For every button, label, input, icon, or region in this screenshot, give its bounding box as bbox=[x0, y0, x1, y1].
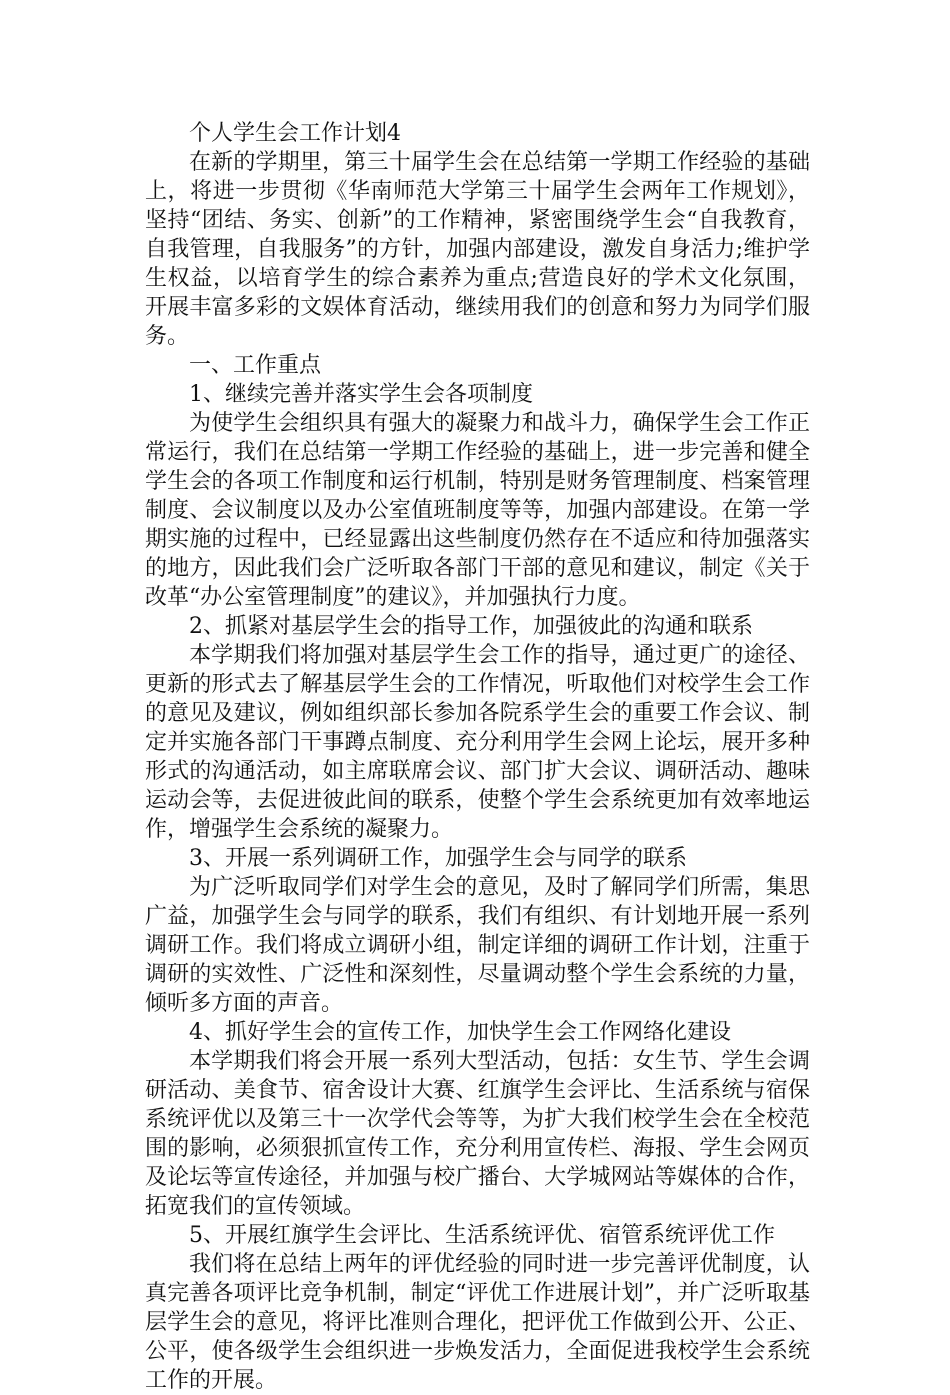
item-heading-5: 5、开展红旗学生会评比、生活系统评优、宿管系统评优工作 bbox=[189, 1223, 775, 1248]
document-title: 个人学生会工作计划4 bbox=[189, 121, 401, 146]
intro-paragraph: 在新的学期里，第三十届学生会在总结第一学期工作经验的基础上，将进一步贯彻《华南师范大学第三十届学生会两年工作规划》，坚持“团结、务实、创新”的工作精神，紧密围绕学生会“自我教育，自我管理，自我服务”的方针，加强内部建设，激发自身活力;维护学生权益，以培育学生的综合素养为重点;营造良好的学术文化氛围，开展丰富多彩的文娱体育活动，继续用我们的创意和努力为同学们服务。 bbox=[145, 150, 810, 349]
item-body-1: 为使学生会组织具有强大的凝聚力和战斗力，确保学生会工作正常运行，我们在总结第一学期工作经验的基础上，进一步完善和健全学生会的各项工作制度和运行机制，特别是财务管理制度、档案管理制度、会议制度以及办公室值班制度等等，加强内部建设。在第一学期实施的过程中，已经显露出这些制度仍然存在不适应和待加强落实的地方，因此我们会广泛听取各部门干部的意见和建议，制定《关于改革“办公室管理制度”的建议》，并加强执行力度。 bbox=[145, 411, 810, 610]
item-body-4: 本学期我们将会开展一系列大型活动，包括：女生节、学生会调研活动、美食节、宿舍设计大赛、红旗学生会评比、生活系统与宿保系统评优以及第三十一次学代会等等，为扩大我们校学生会在全校范围的影响，必须狠抓宣传工作，充分利用宣传栏、海报、学生会网页及论坛等宣传途径，并加强与校广播台、大学城网站等媒体的合作，拓宽我们的宣传领域。 bbox=[145, 1049, 810, 1219]
item-heading-2: 2、抓紧对基层学生会的指导工作，加强彼此的沟通和联系 bbox=[189, 614, 753, 639]
item-heading-1: 1、继续完善并落实学生会各项制度 bbox=[189, 382, 533, 407]
document-page bbox=[145, 119, 810, 1395]
section-heading-work-focus: 一、工作重点 bbox=[189, 353, 322, 378]
item-body-3: 为广泛听取同学们对学生会的意见，及时了解同学们所需，集思广益，加强学生会与同学的联系，我们有组织、有计划地开展一系列调研工作。我们将成立调研小组，制定详细的调研工作计划，注重于调研的实效性、广泛性和深刻性，尽量调动整个学生会系统的力量，倾听多方面的声音。 bbox=[145, 875, 810, 1016]
item-heading-3: 3、开展一系列调研工作，加强学生会与同学的联系 bbox=[189, 846, 687, 871]
item-heading-4: 4、抓好学生会的宣传工作，加快学生会工作网络化建设 bbox=[189, 1020, 731, 1045]
item-body-2: 本学期我们将加强对基层学生会工作的指导，通过更广的途径、更新的形式去了解基层学生会的工作情况，听取他们对校学生会工作的意见及建议，例如组织部长参加各院系学生会的重要工作会议、制定并实施各部门干事蹲点制度、充分利用学生会网上论坛，展开多种形式的沟通活动，如主席联席会议、部门扩大会议、调研活动、趣味运动会等，去促进彼此间的联系，使整个学生会系统更加有效率地运作，增强学生会系统的凝聚力。 bbox=[145, 643, 810, 842]
item-body-5: 我们将在总结上两年的评优经验的同时进一步完善评优制度，认真完善各项评比竞争机制，制定“评优工作进展计划”，并广泛听取基层学生会的意见，将评比准则合理化，把评优工作做到公开、公正、公平，使各级学生会组织进一步焕发活力，全面促进我校学生会系统工作的开展。 bbox=[145, 1252, 810, 1393]
